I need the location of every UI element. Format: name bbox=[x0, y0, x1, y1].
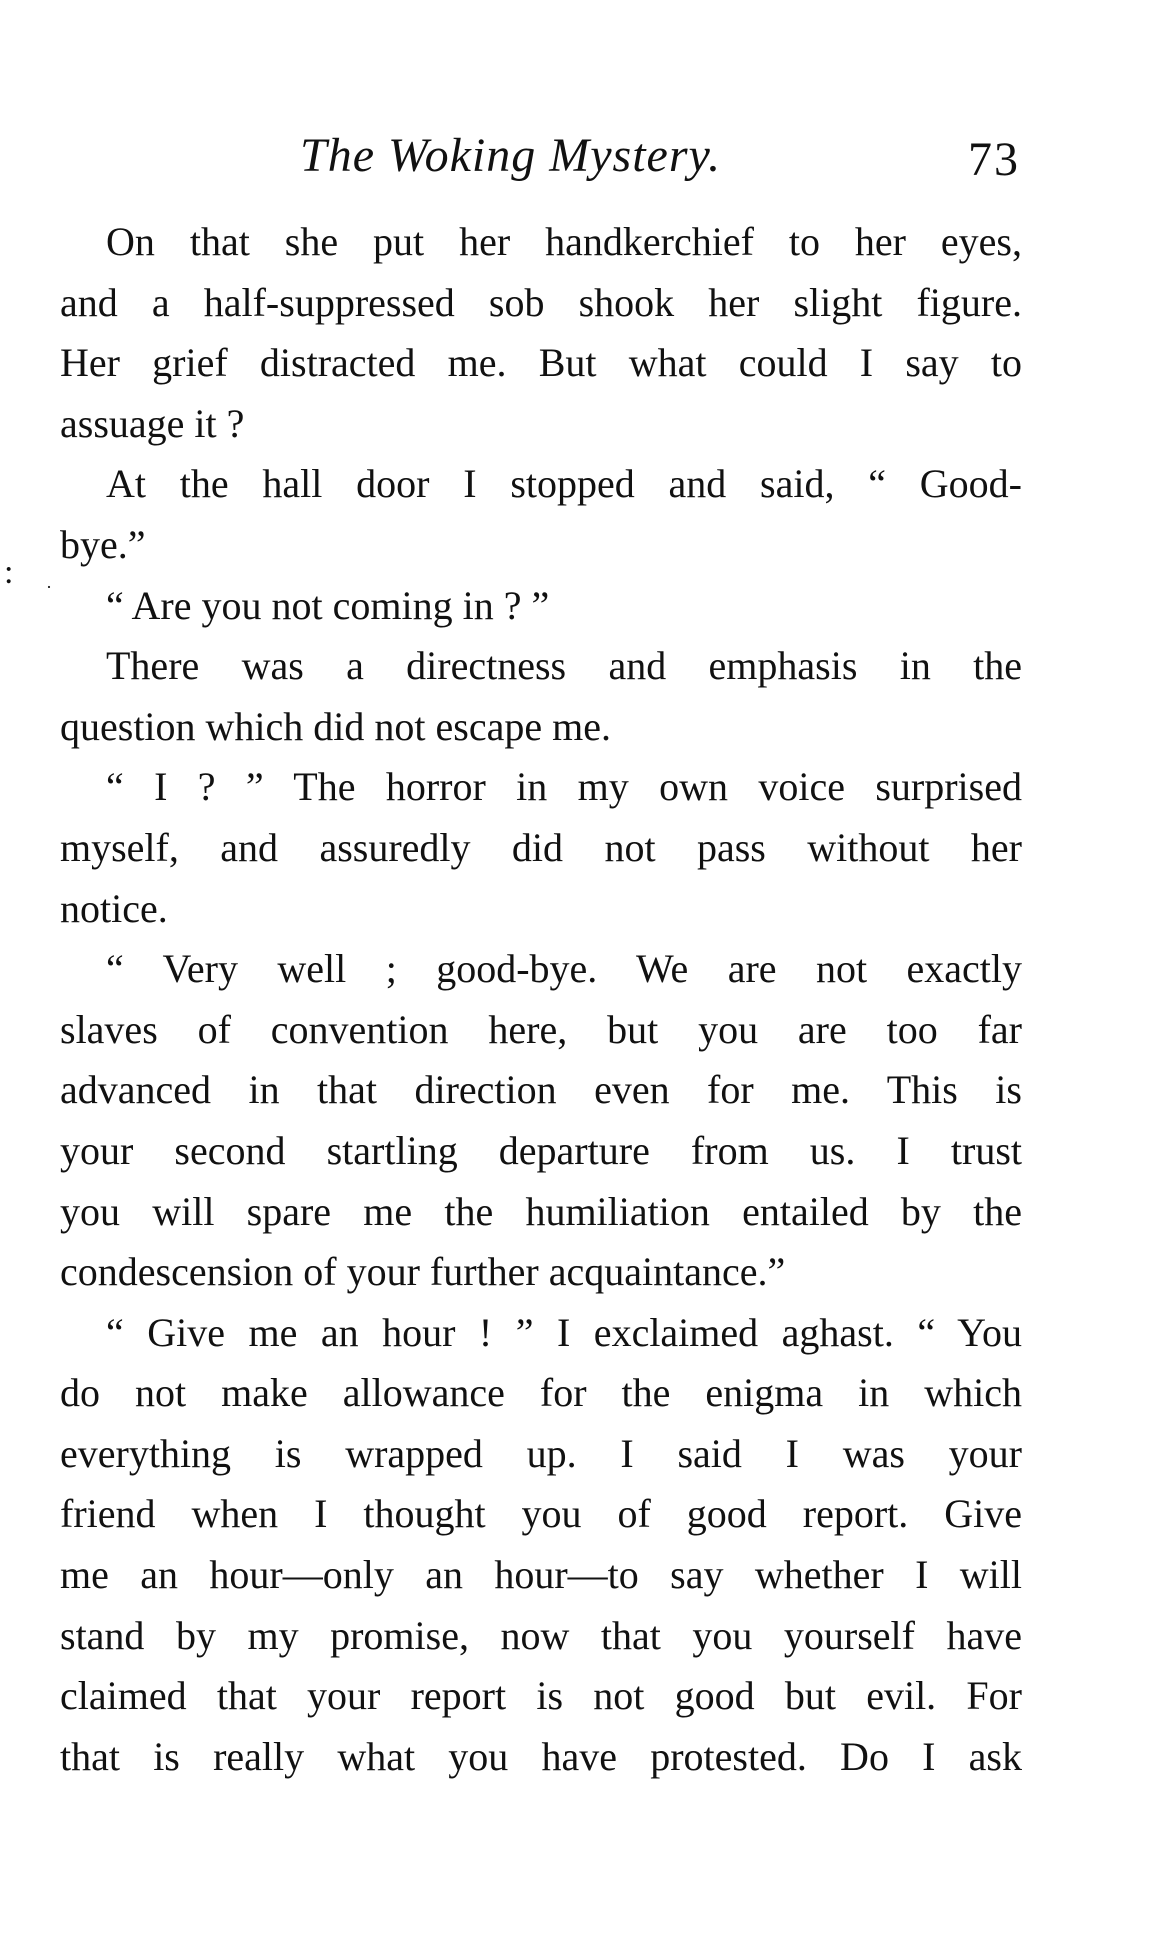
text-line: “ Are you not coming in ? ” bbox=[106, 582, 550, 628]
text-line: “ Give me an hour ! ” I exclaimed aghast. “ You bbox=[106, 1309, 1022, 1355]
text-line: notice. bbox=[60, 885, 168, 931]
body-text bbox=[60, 212, 1022, 1787]
text-line: At the hall door I stopped and said, “ Good- bbox=[106, 461, 1022, 507]
text-line: friend when I thought you of good report. Give bbox=[60, 1491, 1022, 1537]
text-line: question which did not escape me. bbox=[60, 703, 611, 749]
text-line: your second startling departure from us. I trust bbox=[60, 1127, 1022, 1173]
text-line: “ Very well ; good-bye. We are not exactly bbox=[106, 946, 1022, 992]
margin-mark: : bbox=[4, 554, 14, 591]
text-line: On that she put her handkerchief to her eyes, bbox=[106, 219, 1022, 264]
text-line: myself, and assuredly did not pass without her bbox=[60, 824, 1022, 870]
text-line: that is really what you have protested. Do I ask bbox=[60, 1733, 1022, 1779]
text-line: everything is wrapped up. I said I was your bbox=[60, 1430, 1022, 1476]
text-line: condescension of your further acquaintance.” bbox=[60, 1249, 786, 1295]
text-line: bye.” bbox=[60, 521, 146, 567]
page-number: 73 bbox=[968, 133, 1020, 186]
text-line: “ I ? ” The horror in my own voice surprised bbox=[106, 764, 1022, 810]
text-line: slaves of convention here, but you are too far bbox=[60, 1006, 1022, 1052]
text-line: stand by my promise, now that you yourself have bbox=[60, 1612, 1022, 1658]
page-header bbox=[60, 128, 1020, 198]
text-line: Her grief distracted me. But what could I say to bbox=[60, 340, 1022, 386]
text-line: advanced in that direction even for me. This is bbox=[60, 1067, 1022, 1113]
text-line: claimed that your report is not good but evil. For bbox=[60, 1673, 1022, 1719]
text-line: assuage it ? bbox=[60, 400, 245, 446]
text-line: you will spare me the humiliation entailed by the bbox=[60, 1188, 1022, 1234]
text-line: me an hour—only an hour—to say whether I will bbox=[60, 1552, 1022, 1598]
running-title: The Woking Mystery. bbox=[300, 129, 722, 182]
margin-dot: · bbox=[46, 577, 52, 597]
text-line: do not make allowance for the enigma in which bbox=[60, 1370, 1022, 1416]
text-line: and a half-suppressed sob shook her slight figure. bbox=[60, 279, 1022, 325]
text-line: There was a directness and emphasis in the bbox=[106, 643, 1022, 689]
